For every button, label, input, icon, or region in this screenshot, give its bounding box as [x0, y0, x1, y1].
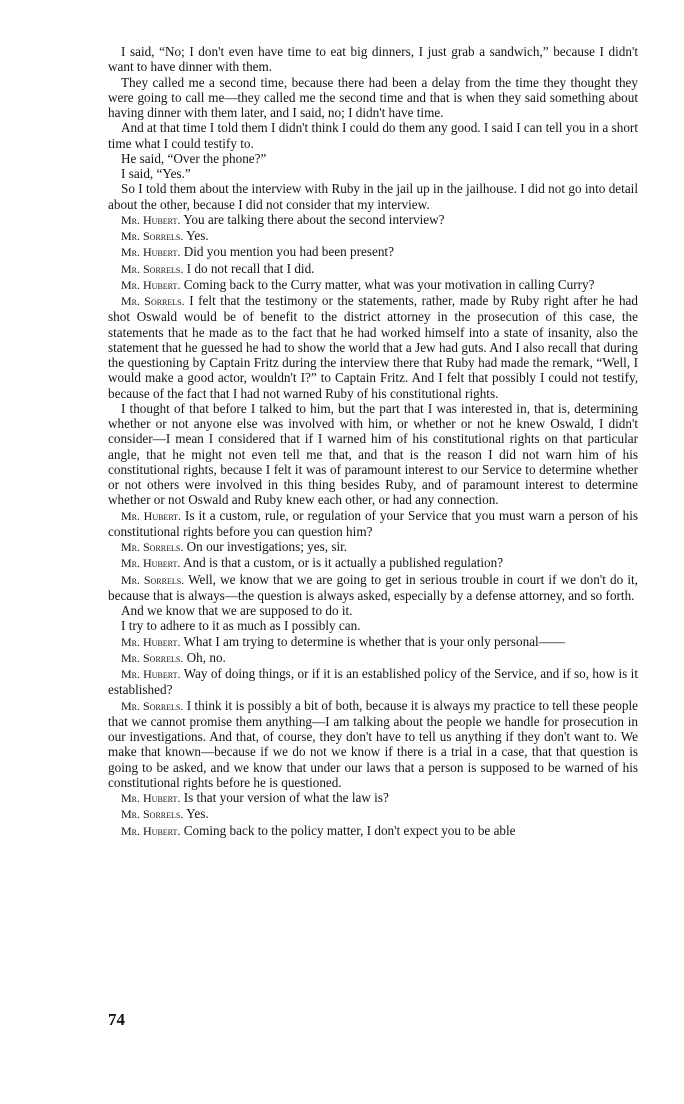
paragraph: [108, 508, 638, 540]
speaker-label: Mr. Hubert.: [121, 667, 181, 681]
paragraph-text: I think it is possibly a bit of both, because it is always my practice to tell these people that we cannot promise them anything—I am talking about the people we handle for prosecution in our investigations. And that, of course, they don't have to tell us anything if they don't want to. We make that known—because if we do not we know if there is a trial in a case, that that question is going to be asked, and we know that under our laws that a person is supposed to be warned of his constitutional rights before he is questioned.: [108, 697, 639, 790]
paragraph-text: What I am trying to determine is whether that is your only personal——: [183, 633, 566, 649]
paragraph: [108, 572, 638, 604]
speaker-label: Mr. Sorrels.: [121, 698, 184, 713]
paragraph: [108, 151, 638, 166]
paragraph-text: I try to adhere to it as much as I possibly can.: [121, 618, 361, 634]
speaker-label: Mr. Hubert.: [121, 245, 181, 260]
speaker-label: Mr. Hubert.: [121, 508, 182, 523]
paragraph-text: Way of doing things, or if it is an established policy of the Service, and if so, how is it established?: [108, 666, 638, 698]
paragraph-text: I said, “No; I don't even have time to eat big dinners, I just grab a sandwich,” because I didn't want to have dinner with them.: [108, 44, 638, 75]
paragraph: [108, 44, 638, 75]
paragraph-text: Coming back to the policy matter, I don't expect you to be able: [183, 822, 516, 838]
paragraph: [108, 228, 638, 244]
speaker-label: Mr. Hubert.: [121, 212, 181, 227]
speaker-label: Mr. Sorrels.: [121, 807, 184, 822]
paragraph-text: Did you mention you had been present?: [183, 244, 394, 260]
paragraph: [108, 244, 638, 260]
paragraph-text: I said, “Yes.”: [121, 166, 191, 181]
paragraph-text: They called me a second time, because there had been a delay from the time they thought they were going to call me—they called me the second time and that is when they said something about having dinner with them later, and I said, no; I didn't have time.: [108, 74, 638, 120]
paragraph: [108, 666, 638, 698]
paragraph-text: And is that a custom, or is it actually a published regulation?: [183, 555, 504, 571]
paragraph-text: I do not recall that I did.: [186, 260, 315, 276]
paragraph: [108, 698, 638, 791]
paragraph: [108, 181, 638, 212]
speaker-label: Mr. Sorrels.: [121, 294, 185, 308]
paragraph: [108, 823, 638, 839]
paragraph-text: I felt that the testimony or the statements, rather, made by Ruby right after he had shot Oswald would be of benefit to the district attorney in the prosecution of this case, the statements that he made as to the fact that he had worked himself into a state of insanity, also the statement that he guessed he had to show the world that a Jew had guts. And I also recall that during the questioning by Captain Fritz during the interview there that Ruby had made the remark, “Well, I would make a good actor, wouldn't I?” to Captain Fritz. And I felt that possibly I could not testify, because of the fact that I had not warned Ruby of his constitutional rights.: [108, 293, 639, 401]
paragraph-text: So I told them about the interview with Ruby in the jail up in the jailhouse. I did not go into detail about the other, because I did not consider that my interview.: [108, 181, 638, 212]
paragraph: [108, 401, 638, 508]
paragraph: [108, 603, 638, 618]
paragraph-text: Oh, no.: [186, 649, 226, 665]
speaker-label: Mr. Sorrels.: [121, 229, 184, 243]
speaker-label: Mr. Hubert.: [121, 634, 181, 649]
paragraph-text: Yes.: [186, 228, 209, 243]
paragraph-text: And we know that we are supposed to do it.: [121, 603, 353, 618]
paragraph-text: Is it a custom, rule, or regulation of your Service that you must warn a person of his constitutional rights before you can question him?: [108, 507, 639, 539]
paragraph-text: He said, “Over the phone?”: [121, 150, 267, 166]
speaker-label: Mr. Hubert.: [121, 556, 181, 571]
paragraph: [108, 277, 638, 293]
paragraph: [108, 634, 638, 650]
paragraph-text: Well, we know that we are going to get in serious trouble in court if we don't do it, because that is always—the question is always asked, especially by a defense attorney, and so forth.: [108, 571, 638, 603]
paragraph: [108, 618, 638, 633]
paragraph: [108, 261, 638, 277]
paragraph: [108, 650, 638, 666]
paragraph-text: On our investigations; yes, sir.: [186, 539, 348, 554]
paragraph-text: Yes.: [186, 806, 209, 822]
paragraph-text: You are talking there about the second interview?: [183, 211, 445, 227]
paragraph-text: Is that your version of what the law is?: [183, 790, 389, 805]
body-text: [108, 44, 638, 839]
paragraph-text: I thought of that before I talked to him, but the part that I was interested in, that is, determining whether or not anyone else was involved with him, or whether or not he knew Oswald, I didn't consider—I mean I considered that if I warned him of his constitutional rights on that particular angle, that he might not even tell me that, and that is the reason I did not warn him of his constitutional rights, because I felt it was of paramount interest to our Service to determine whether or not others were involved in this thing besides Ruby, and of paramount interest to determine whether or not Oswald and Ruby knew each other, or had any connection.: [108, 400, 638, 508]
speaker-label: Mr. Sorrels.: [121, 261, 184, 276]
speaker-label: Mr. Sorrels.: [121, 572, 185, 587]
paragraph: [108, 539, 638, 555]
paragraph: [108, 555, 638, 571]
paragraph-text: And at that time I told them I didn't think I could do them any good. I said I can tell you in a short time what I could testify to.: [108, 120, 638, 151]
speaker-label: Mr. Hubert.: [121, 823, 181, 838]
paragraph: [108, 790, 638, 806]
paragraph: [108, 166, 638, 181]
speaker-label: Mr. Hubert.: [121, 277, 181, 292]
paragraph: [108, 293, 638, 401]
paragraph-text: Coming back to the Curry matter, what was your motivation in calling Curry?: [183, 276, 595, 292]
paragraph: [108, 75, 638, 121]
paragraph: [108, 806, 638, 822]
speaker-label: Mr. Sorrels.: [121, 540, 184, 554]
paragraph: [108, 120, 638, 151]
paragraph: [108, 212, 638, 228]
speaker-label: Mr. Sorrels.: [121, 650, 184, 665]
page-number: 74: [108, 1010, 125, 1029]
speaker-label: Mr. Hubert.: [121, 791, 181, 805]
